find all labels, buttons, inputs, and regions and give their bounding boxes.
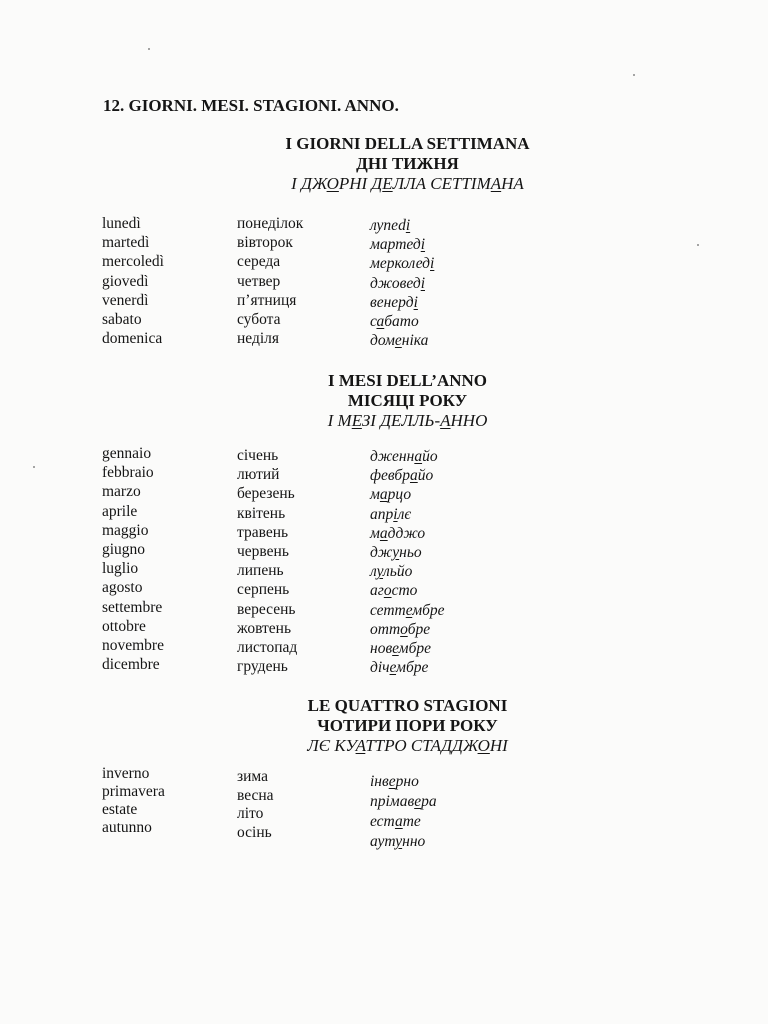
- vocab-cell-it: gennaio: [102, 445, 152, 462]
- vocab-cell-ua: грудень: [237, 658, 288, 676]
- vocab-cell-ua: літо: [237, 805, 264, 822]
- days-ukrainian-column: [237, 214, 303, 348]
- vocab-cell-it: agosto: [102, 579, 143, 597]
- months-italian-column: [102, 444, 164, 674]
- section-heading-months: [220, 371, 595, 431]
- vocab-cell-ua: п’ятниця: [237, 291, 297, 309]
- vocab-cell-it: primavera: [102, 783, 165, 800]
- vocab-cell-tr: прімавера: [370, 793, 437, 810]
- days-italian-column: [102, 214, 164, 348]
- vocab-cell-tr: лульйо: [370, 563, 413, 581]
- vocab-cell-tr: дічембре: [370, 659, 429, 677]
- section-title-transcription: І ДЖОРНІ ДЕЛЛА СЕТТІМАНА: [291, 174, 524, 193]
- vocab-cell-ua: листопад: [237, 639, 298, 657]
- seasons-italian-column: [102, 765, 165, 837]
- vocab-cell-ua: лютий: [237, 466, 280, 484]
- vocab-cell-ua: субота: [237, 311, 281, 329]
- vocab-cell-it: luglio: [102, 560, 139, 578]
- vocab-cell-tr: агосто: [370, 582, 418, 600]
- seasons-transcription-column: [370, 772, 437, 852]
- section-title-ukrainian: ЧОТИРИ ПОРИ РОКУ: [317, 716, 498, 735]
- scan-speck: [633, 74, 635, 76]
- vocab-cell-it: martedì: [102, 234, 150, 252]
- vocab-cell-it: giugno: [102, 541, 146, 559]
- vocab-cell-tr: дженнайо: [370, 448, 438, 465]
- vocab-cell-ua: липень: [237, 562, 284, 580]
- vocab-cell-tr: марцо: [370, 486, 412, 504]
- section-title-transcription: ЛЄ КУАТТРО СТАДДЖОНІ: [307, 736, 508, 755]
- vocab-cell-ua: червень: [237, 543, 289, 561]
- vocab-cell-it: giovedì: [102, 272, 149, 290]
- vocab-cell-tr: джоведі: [370, 274, 425, 292]
- vocab-cell-ua: вересень: [237, 600, 296, 618]
- vocab-cell-tr: мерколеді: [370, 255, 435, 273]
- vocab-cell-ua: четвер: [237, 272, 281, 290]
- page-title: 12. GIORNI. MESI. STAGIONI. ANNO.: [103, 96, 399, 115]
- vocab-cell-it: ottobre: [102, 617, 146, 635]
- vocab-cell-tr: мартеді: [370, 236, 426, 254]
- vocab-cell-ua: березень: [237, 485, 295, 503]
- vocab-cell-tr: сеттембре: [370, 601, 445, 619]
- vocab-cell-tr: апрілє: [370, 505, 412, 523]
- section-title-ukrainian: МІСЯЦІ РОКУ: [347, 391, 468, 410]
- vocab-cell-it: sabato: [102, 311, 142, 329]
- vocab-cell-tr: сабато: [370, 313, 419, 331]
- months-ukrainian-column: [237, 446, 297, 676]
- vocab-cell-tr: доменіка: [370, 332, 429, 350]
- vocab-cell-it: lunedì: [102, 215, 141, 232]
- scan-speck: [148, 48, 150, 50]
- vocab-cell-ua: зима: [237, 768, 268, 785]
- vocab-cell-tr: новембре: [370, 640, 431, 658]
- vocab-cell-it: novembre: [102, 637, 164, 655]
- vocab-cell-ua: вівторок: [237, 234, 293, 252]
- seasons-ukrainian-column: [237, 768, 274, 842]
- scan-speck: [33, 466, 35, 468]
- section-title-ukrainian: ДНІ ТИЖНЯ: [356, 154, 459, 173]
- vocab-cell-tr: інверно: [370, 773, 419, 790]
- vocab-cell-it: febbraio: [102, 464, 154, 482]
- vocab-cell-it: dicembre: [102, 656, 160, 674]
- months-transcription-column: [370, 447, 445, 677]
- section-title-italian: LE QUATTRO STAGIONI: [307, 696, 508, 715]
- vocab-cell-it: estate: [102, 801, 138, 818]
- vocab-cell-tr: венерді: [370, 293, 418, 311]
- vocab-cell-it: domenica: [102, 330, 163, 348]
- vocab-cell-tr: оттобре: [370, 620, 431, 638]
- vocab-cell-ua: січень: [237, 447, 279, 464]
- section-title-italian: I GIORNI DELLA SETTIMANA: [285, 134, 530, 153]
- vocab-cell-tr: февбрайо: [370, 467, 434, 485]
- section-heading-seasons: [220, 696, 595, 756]
- vocab-cell-tr: луnedі: [370, 217, 411, 234]
- vocab-cell-ua: понеділок: [237, 215, 304, 232]
- vocab-cell-ua: осінь: [237, 823, 272, 841]
- vocab-cell-ua: травень: [237, 523, 289, 541]
- vocab-cell-it: settembre: [102, 598, 163, 616]
- vocab-cell-it: autunno: [102, 819, 152, 836]
- vocab-cell-tr: джуньо: [370, 544, 422, 562]
- days-transcription-column: [370, 216, 434, 350]
- vocab-cell-ua: жовтень: [237, 619, 292, 637]
- vocab-cell-it: aprile: [102, 502, 138, 520]
- vocab-cell-it: mercoledì: [102, 253, 164, 271]
- scan-speck: [697, 244, 699, 246]
- vocab-cell-ua: середа: [237, 253, 281, 271]
- vocab-cell-tr: аутунно: [370, 833, 426, 850]
- vocab-cell-ua: неділя: [237, 330, 280, 348]
- vocab-cell-it: marzo: [102, 483, 141, 501]
- vocab-cell-it: inverno: [102, 765, 150, 782]
- section-heading-days: [220, 134, 595, 194]
- vocab-cell-tr: естате: [370, 813, 421, 830]
- vocab-cell-it: venerdì: [102, 291, 149, 309]
- vocab-cell-ua: весна: [237, 786, 274, 804]
- vocab-cell-tr: мадджо: [370, 524, 426, 542]
- vocab-cell-ua: серпень: [237, 581, 290, 599]
- vocab-cell-ua: квітень: [237, 504, 286, 522]
- section-title-italian: I MESI DELL’ANNO: [327, 371, 488, 390]
- vocab-cell-it: maggio: [102, 521, 149, 539]
- section-title-transcription: І МЕЗІ ДЕЛЛЬ-АННО: [327, 411, 488, 430]
